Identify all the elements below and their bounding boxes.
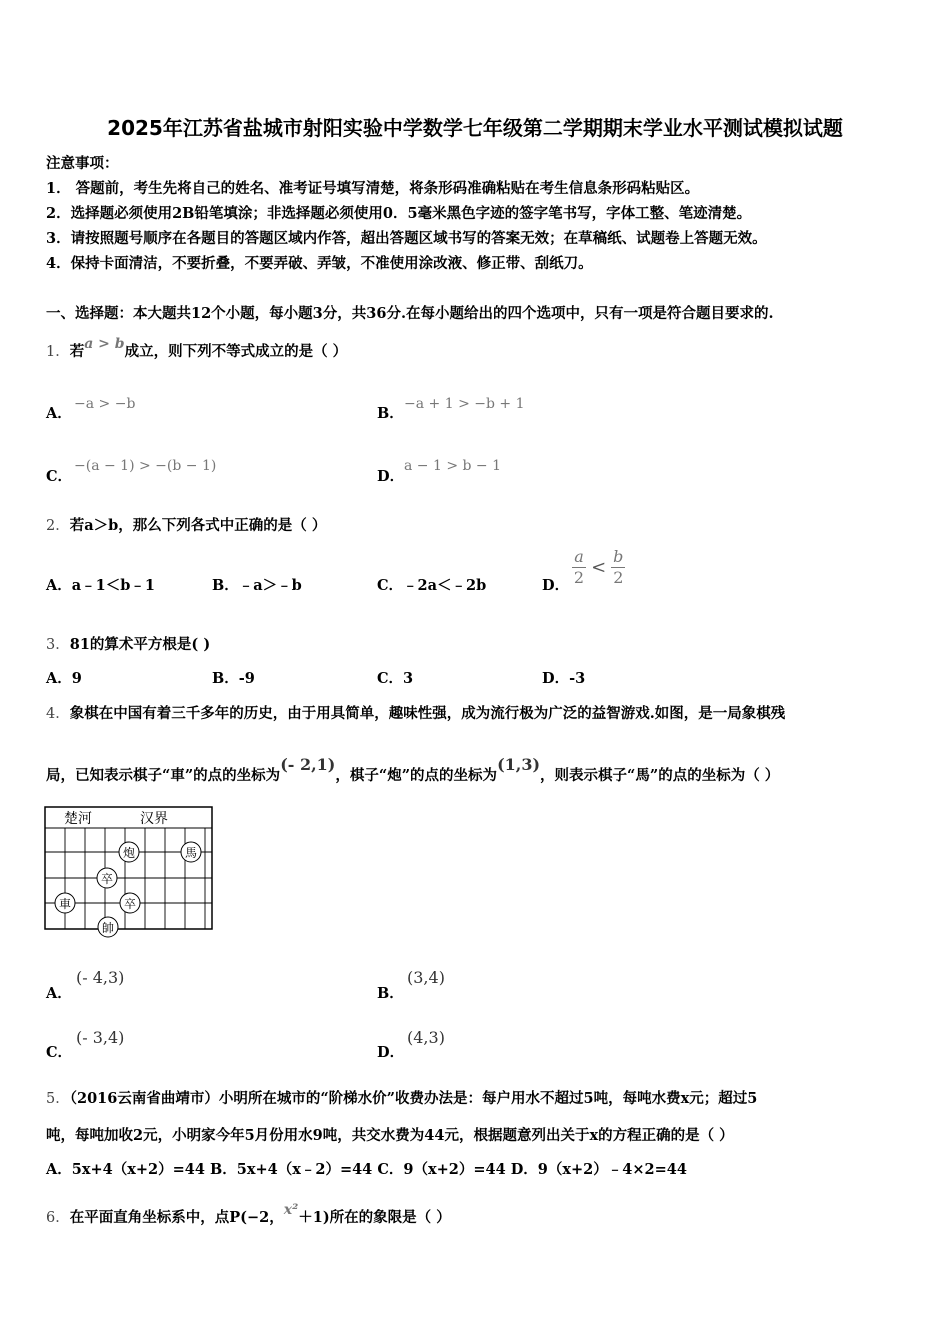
option-b: B．﹣a＞﹣b xyxy=(212,577,302,594)
notice-item: 4．保持卡面清洁，不要折叠，不要弄破、弄皱，不准使用涂改液、修正带、刮纸刀。 xyxy=(46,255,593,272)
option-a-formula: −a > −b xyxy=(74,396,136,412)
option-d-label: D． xyxy=(377,1044,405,1061)
option-c-formula: −(a − 1) > −(b − 1) xyxy=(74,458,217,474)
question-number: 4． xyxy=(46,706,70,722)
piece-zu xyxy=(120,893,140,913)
coordinate-che: (- 2,1) xyxy=(280,755,336,774)
question-1 xyxy=(46,336,348,361)
question-text: 成立，则下列不等式成立的是（ ） xyxy=(124,343,348,360)
option-d-formula xyxy=(572,548,625,587)
option-b-label: B． xyxy=(377,405,404,422)
option-a-label: A． xyxy=(46,405,72,422)
option-d-label: D． xyxy=(377,468,405,485)
question-5 xyxy=(46,1087,757,1108)
piece-label: 卒 xyxy=(100,872,114,886)
question-number: 2． xyxy=(46,518,70,534)
option-d-formula: a − 1 > b − 1 xyxy=(404,458,502,474)
condition-formula: a > b xyxy=(84,336,125,352)
option-c-label: C． xyxy=(46,468,73,485)
option-a: A．a﹣1＜b﹣1 xyxy=(46,577,155,594)
question-2 xyxy=(46,514,326,535)
question-text: ，棋子“炮”的点的坐标为 xyxy=(335,767,498,784)
option-a-label: A． xyxy=(46,985,72,1002)
option-b-label: B． xyxy=(377,985,404,1002)
fraction xyxy=(572,548,586,587)
chess-board-figure xyxy=(44,806,214,938)
question-text: 在平面直角坐标系中，点P(−2， xyxy=(69,1209,284,1226)
option-b: B．-9 xyxy=(212,670,255,687)
question-number: 5． xyxy=(46,1091,70,1107)
river-label-left: 楚河 xyxy=(64,811,92,827)
piece-label: 帥 xyxy=(101,921,115,935)
denominator: 2 xyxy=(573,568,585,587)
piece-zu xyxy=(97,868,117,888)
question-number: 3． xyxy=(46,637,70,653)
option-c-formula: (- 3,4) xyxy=(76,1028,125,1047)
denominator: 2 xyxy=(613,568,624,587)
question-text: 象棋在中国有着三千多年的历史，由于用具简单，趣味性强，成为流行极为广泛的益智游戏.如图，是一局象棋残 xyxy=(69,705,786,722)
piece-ma xyxy=(181,842,201,862)
page-title: 2025年江苏省盐城市射阳实验中学数学七年级第二学期期末学业水平测试模拟试题 xyxy=(107,116,843,140)
option-c: C．3 xyxy=(377,670,414,687)
river-label-right: 汉界 xyxy=(140,811,168,827)
question-number: 6． xyxy=(46,1210,70,1226)
piece-pao xyxy=(119,842,139,862)
question-text: 若a＞b，那么下列各式中正确的是（ ） xyxy=(69,517,327,534)
expression: x² xyxy=(283,1202,299,1218)
question-number: 1． xyxy=(46,344,70,360)
question-3 xyxy=(46,633,210,654)
option-a-formula: (- 4,3) xyxy=(76,968,125,987)
question-5-options: A．5x+4（x+2）=44 B．5x+4（x﹣2）=44 C．9（x+2）=44 D．9（x+2）﹣4×2=44 xyxy=(46,1161,687,1178)
option-d-label: D． xyxy=(542,577,570,594)
question-text: （2016云南省曲靖市）小明所在城市的“阶梯水价”收费办法是：每户用水不超过5吨，每吨水费x元；超过5 xyxy=(69,1090,758,1107)
option-b-formula: −a + 1 > −b + 1 xyxy=(404,396,525,412)
notice-item: 2．选择题必须使用2B铅笔填涂；非选择题必须使用0．5毫米黑色字迹的签字笔书写，字体工整、笔迹清楚。 xyxy=(46,205,752,222)
piece-label: 卒 xyxy=(123,897,137,911)
fraction xyxy=(611,548,625,587)
piece-label: 馬 xyxy=(184,846,198,860)
question-text: 若 xyxy=(69,343,85,360)
option-a: A．9 xyxy=(46,670,82,687)
question-4-line2 xyxy=(46,755,780,785)
option-d-formula: (4,3) xyxy=(407,1028,445,1047)
notice-heading: 注意事项： xyxy=(46,155,119,172)
question-text: ＋1)所在的象限是（ ） xyxy=(298,1209,451,1226)
option-c: C．﹣2a＜﹣2b xyxy=(377,577,487,594)
piece-label: 炮 xyxy=(122,846,136,860)
option-c-label: C． xyxy=(46,1044,73,1061)
piece-shuai xyxy=(98,917,118,937)
piece-label: 車 xyxy=(58,897,72,911)
notice-item: 1． 答题前，考生先将自己的姓名、准考证号填写清楚，将条形码准确粘贴在考生信息条形码粘贴区。 xyxy=(46,180,700,197)
question-text: ，则表示棋子“馬”的点的坐标为（ ） xyxy=(540,767,780,784)
numerator: b xyxy=(613,547,624,566)
coordinate-pao: (1,3) xyxy=(497,755,541,774)
question-6 xyxy=(46,1202,451,1227)
question-text: 局，已知表示棋子“車”的点的坐标为 xyxy=(46,767,281,784)
question-4 xyxy=(46,702,785,723)
question-text: 81的算术平方根是( ) xyxy=(69,636,211,653)
notice-item: 3．请按照题号顺序在各题目的答题区域内作答，超出答题区域书写的答案无效；在草稿纸、试题卷上答题无效。 xyxy=(46,230,767,247)
question-5-line2: 吨，每吨加收2元，小明家今年5月份用水9吨，共交水费为44元，根据题意列出关于x的方程正确的是（ ） xyxy=(46,1127,734,1144)
section-heading: 一、选择题：本大题共12个小题，每小题3分，共36分.在每小题给出的四个选项中，只有一项是符合题目要求的. xyxy=(46,305,774,322)
numerator: a xyxy=(574,547,584,566)
relation-symbol: < xyxy=(591,557,607,578)
option-b-formula: (3,4) xyxy=(407,968,445,987)
piece-che xyxy=(55,893,75,913)
option-d: D．-3 xyxy=(542,670,586,687)
